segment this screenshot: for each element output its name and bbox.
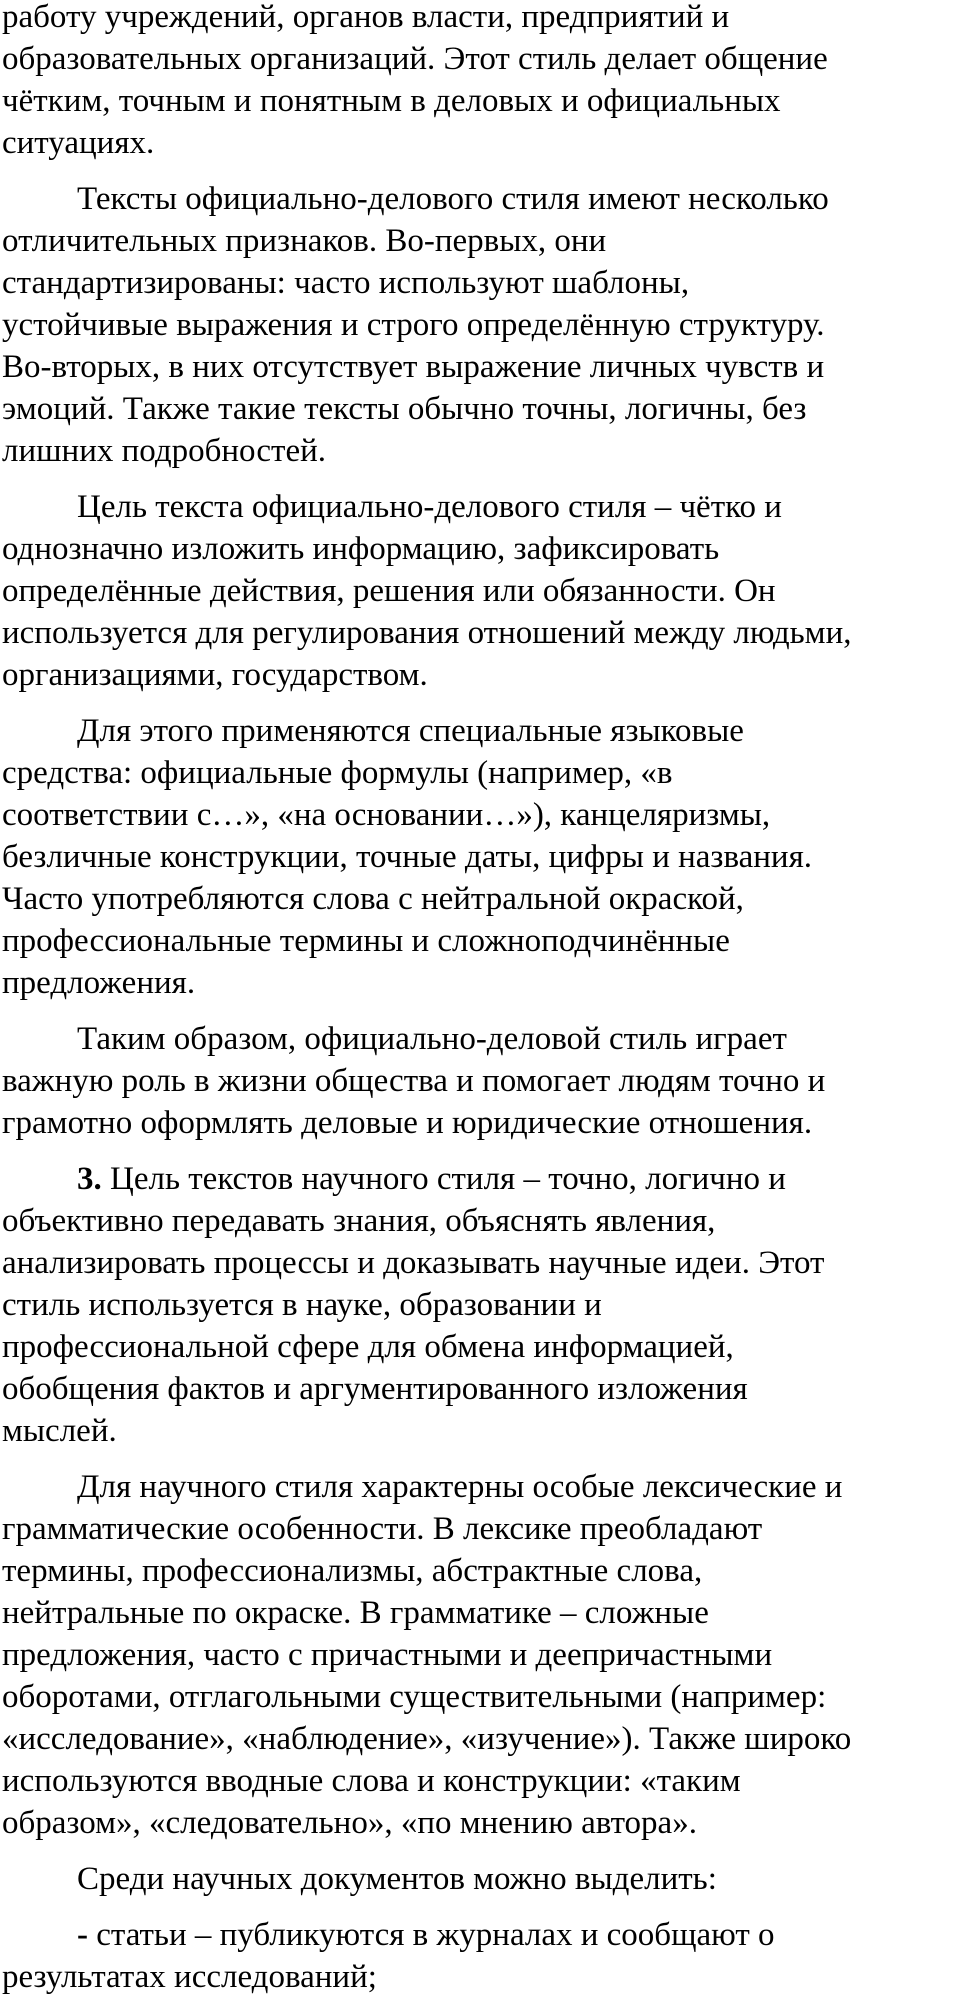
text-line: чётким, точным и понятным в деловых и официальных <box>2 83 781 119</box>
text-line: Среди научных документов можно выделить: <box>77 1861 717 1897</box>
paragraph <box>2 1158 960 1452</box>
text-line: предложения. <box>2 965 196 1001</box>
text-line: образовательных организаций. Этот стиль делает общение <box>2 41 828 77</box>
paragraph <box>2 710 960 1004</box>
text-line: Для этого применяются специальные языковые <box>77 713 744 749</box>
text-line: определённые действия, решения или обязанности. Он <box>2 573 776 609</box>
text-line: средства: официальные формулы (например, «в <box>2 755 673 791</box>
text-line: используются вводные слова и конструкции: «таким <box>2 1763 741 1799</box>
text-line: предложения, часто с причастными и деепричастными <box>2 1637 773 1673</box>
text-line: образом», «следовательно», «по мнению автора». <box>2 1805 697 1841</box>
text-line: результатах исследований; <box>2 1959 377 1995</box>
text-line <box>2 1158 960 1200</box>
text-line: лишних подробностей. <box>2 433 327 469</box>
text-line: оборотами, отглагольными существительными (например: <box>2 1679 827 1715</box>
text-line <box>2 1914 960 1956</box>
text-line: профессиональной сфере для обмена информацией, <box>2 1329 734 1365</box>
text-line: эмоций. Также такие тексты обычно точны, логичны, без <box>2 391 807 427</box>
text-line: организациями, государством. <box>2 657 428 693</box>
text-line: нейтральные по окраске. В грамматике – сложные <box>2 1595 709 1631</box>
text-line: Тексты официально-делового стиля имеют несколько <box>77 181 829 217</box>
text-line: термины, профессионализмы, абстрактные слова, <box>2 1553 703 1589</box>
text-line: отличительных признаков. Во-первых, они <box>2 223 607 259</box>
paragraph <box>2 0 960 164</box>
text-fragment: статьи – публикуются в журналах и сообщают о <box>88 1917 775 1953</box>
text-line: используется для регулирования отношений между людьми, <box>2 615 852 651</box>
text-line: объективно передавать знания, объяснять явления, <box>2 1203 716 1239</box>
text-line: ситуациях. <box>2 125 155 161</box>
text-line: важную роль в жизни общества и помогает людям точно и <box>2 1063 826 1099</box>
text-line: соответствии с…», «на основании…»), канцеляризмы, <box>2 797 771 833</box>
paragraph <box>2 1018 960 1144</box>
paragraph <box>2 178 960 472</box>
text-line: анализировать процессы и доказывать научные идеи. Этот <box>2 1245 825 1281</box>
text-line: Таким образом, официально-деловой стиль играет <box>77 1021 787 1057</box>
paragraph <box>2 486 960 696</box>
text-line: Во-вторых, в них отсутствует выражение личных чувств и <box>2 349 825 385</box>
text-line: устойчивые выражения и строго определённую структуру. <box>2 307 825 343</box>
paragraph <box>2 1858 960 1900</box>
text-line: Цель текста официально-делового стиля – чётко и <box>77 489 782 525</box>
section-number: 3. <box>77 1161 102 1197</box>
text-line: Для научного стиля характерны особые лексические и <box>77 1469 843 1505</box>
bullet-dash: - <box>77 1917 88 1953</box>
list-item <box>2 1914 960 1998</box>
text-line: «исследование», «наблюдение», «изучение»). Также широко <box>2 1721 852 1757</box>
text-fragment: Цель текстов научного стиля – точно, логично и <box>101 1161 786 1197</box>
text-line: грамматические особенности. В лексике преобладают <box>2 1511 763 1547</box>
text-line: обобщения фактов и аргументированного изложения <box>2 1371 748 1407</box>
paragraph <box>2 1466 960 1844</box>
text-line: мыслей. <box>2 1413 117 1449</box>
text-line: Часто употребляются слова с нейтральной окраской, <box>2 881 744 917</box>
text-line: стиль используется в науке, образовании и <box>2 1287 602 1323</box>
text-line: однозначно изложить информацию, зафиксировать <box>2 531 720 567</box>
text-line: работу учреждений, органов власти, предприятий и <box>2 0 730 35</box>
text-line: стандартизированы: часто используют шаблоны, <box>2 265 690 301</box>
text-line: грамотно оформлять деловые и юридические отношения. <box>2 1105 813 1141</box>
text-line: безличные конструкции, точные даты, цифры и названия. <box>2 839 813 875</box>
text-line: профессиональные термины и сложноподчинённые <box>2 923 730 959</box>
